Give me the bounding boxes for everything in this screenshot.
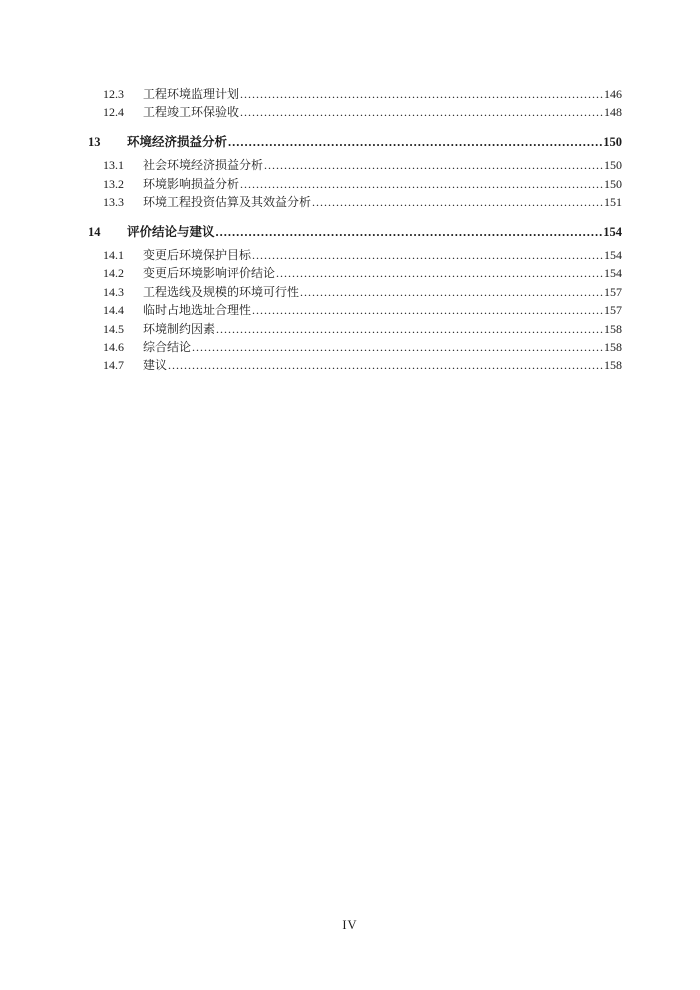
toc-entry xyxy=(88,356,622,374)
toc-dot-leader xyxy=(240,175,603,193)
toc-entry-number: 14.4 xyxy=(103,303,124,318)
toc-entry-number: 13.1 xyxy=(103,158,124,173)
toc-entry-page-number: 154 xyxy=(603,224,622,239)
toc-entry xyxy=(88,133,622,152)
toc-entry xyxy=(88,103,622,121)
toc-dot-leader xyxy=(240,103,603,121)
toc-dot-leader xyxy=(312,193,603,211)
toc-dot-leader xyxy=(300,283,603,301)
toc-entry-title: 变更后环境保护目标 xyxy=(143,248,252,263)
toc-entry xyxy=(88,283,622,301)
toc-entry-page-number: 154 xyxy=(604,266,622,281)
toc-entry-number: 12.4 xyxy=(103,105,124,120)
toc-entry-title: 工程选线及规模的环境可行性 xyxy=(143,284,300,299)
toc-entry-page-number: 158 xyxy=(604,340,622,355)
toc-dot-leader xyxy=(216,223,603,242)
toc-entry-page-number: 158 xyxy=(604,321,622,336)
toc-entry xyxy=(88,246,622,264)
toc-entry-page-number: 148 xyxy=(604,105,622,120)
toc-entry-title: 评价结论与建议 xyxy=(127,224,215,239)
toc-dot-leader xyxy=(264,156,603,174)
page-footer-number: IV xyxy=(342,918,358,932)
toc-entry-title: 工程竣工环保验收 xyxy=(143,105,240,120)
toc-entry-number: 13 xyxy=(88,134,101,149)
toc-entry-number: 13.3 xyxy=(103,195,124,210)
toc-entry-number: 12.3 xyxy=(103,87,124,101)
toc-entry-title: 综合结论 xyxy=(143,340,192,355)
toc-dot-leader xyxy=(252,246,603,264)
toc-entry-number: 14.3 xyxy=(103,284,124,299)
toc-entry-page-number: 158 xyxy=(604,358,622,373)
toc-entry xyxy=(88,264,622,282)
toc-list xyxy=(88,85,622,375)
toc-entry-number: 14.6 xyxy=(103,340,124,355)
toc-entry-title: 建议 xyxy=(143,358,168,373)
toc-dot-leader xyxy=(252,301,603,319)
toc-dot-leader xyxy=(228,133,602,152)
toc-entry-page-number: 150 xyxy=(604,158,622,173)
toc-entry-title: 变更后环境影响评价结论 xyxy=(143,266,276,281)
toc-entry-page-number: 150 xyxy=(604,176,622,191)
toc-entry-title: 环境制约因素 xyxy=(143,321,216,336)
toc-entry-number: 14.7 xyxy=(103,358,124,373)
toc-dot-leader xyxy=(168,356,603,374)
toc-entry-number: 14.1 xyxy=(103,248,124,263)
toc-entry xyxy=(88,175,622,193)
toc-entry xyxy=(88,301,622,319)
toc-entry xyxy=(88,85,622,103)
toc-dot-leader xyxy=(192,338,603,356)
toc-entry-page-number: 157 xyxy=(604,303,622,318)
toc-entry xyxy=(88,193,622,211)
toc-entry-page-number: 157 xyxy=(604,284,622,299)
toc-entry-title: 临时占地选址合理性 xyxy=(143,303,252,318)
toc-entry-title: 环境工程投资估算及其效益分析 xyxy=(143,195,312,210)
toc-entry-number: 14.2 xyxy=(103,266,124,281)
toc-entry-title: 工程环境监理计划 xyxy=(143,87,240,101)
toc-entry-page-number: 154 xyxy=(604,248,622,263)
toc-entry xyxy=(88,156,622,174)
toc-entry xyxy=(88,320,622,338)
toc-entry-page-number: 146 xyxy=(604,87,622,101)
toc-dot-leader xyxy=(240,85,603,103)
toc-entry xyxy=(88,223,622,242)
toc-entry xyxy=(88,338,622,356)
toc-entry-number: 14.5 xyxy=(103,321,124,336)
toc-entry-title: 环境经济损益分析 xyxy=(127,134,228,149)
toc-entry-number: 13.2 xyxy=(103,176,124,191)
toc-entry-title: 社会环境经济损益分析 xyxy=(143,158,264,173)
toc-entry-page-number: 150 xyxy=(603,134,622,149)
toc-entry-number: 14 xyxy=(88,224,101,239)
toc-entry-page-number: 151 xyxy=(604,195,622,210)
toc-dot-leader xyxy=(216,320,603,338)
toc-dot-leader xyxy=(276,264,603,282)
toc-entry-title: 环境影响损益分析 xyxy=(143,176,240,191)
